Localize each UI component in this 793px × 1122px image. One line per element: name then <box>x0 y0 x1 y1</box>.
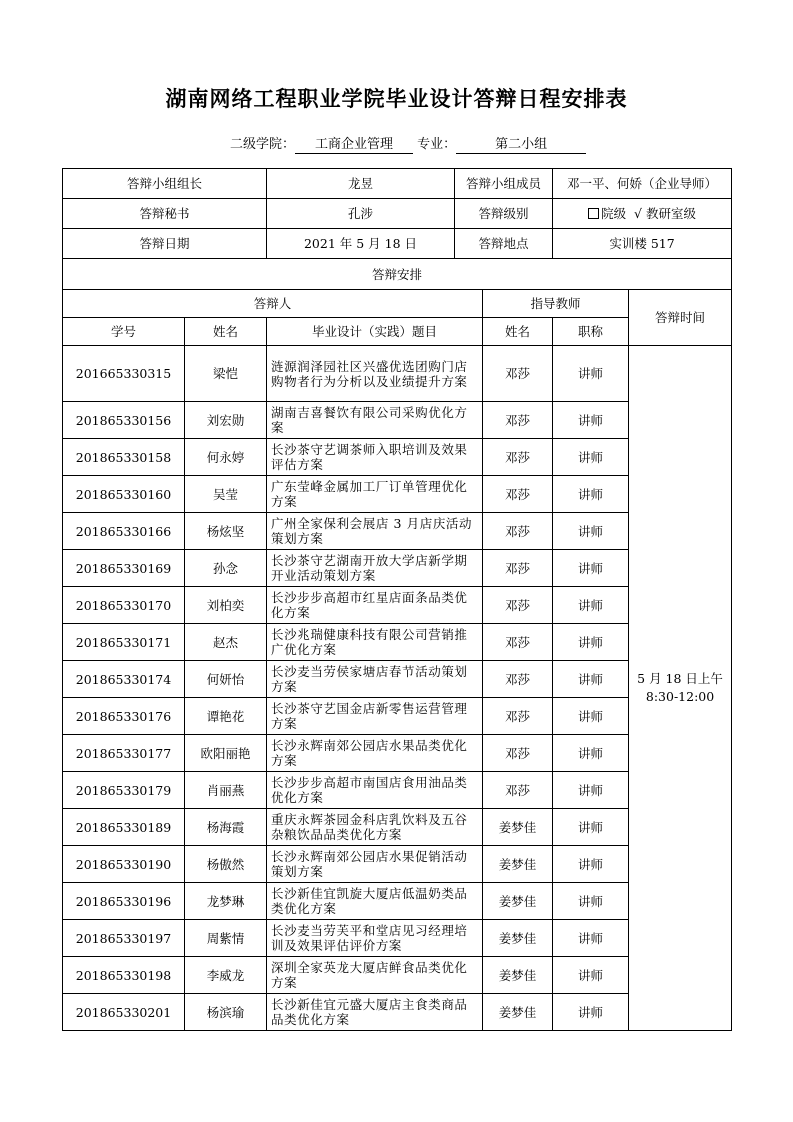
schedule-label: 答辩安排 <box>63 259 732 290</box>
advisor-title: 讲师 <box>553 439 629 476</box>
student-name: 李威龙 <box>185 957 267 994</box>
advisor-name: 姜梦佳 <box>483 809 553 846</box>
advisor-title: 讲师 <box>553 550 629 587</box>
table-row <box>63 346 732 402</box>
advisor-name: 邓莎 <box>483 513 553 550</box>
topic: 长沙新佳宜凯旋大厦店低温奶类品类优化方案 <box>267 883 483 920</box>
topic: 长沙永辉南郊公园店水果品类优化方案 <box>267 735 483 772</box>
student-id: 201865330190 <box>63 846 185 883</box>
student-name: 赵杰 <box>185 624 267 661</box>
topic: 长沙麦当劳芙平和堂店见习经理培训及效果评估评价方案 <box>267 920 483 957</box>
student-name: 梁恺 <box>185 346 267 402</box>
id-header: 学号 <box>63 318 185 346</box>
advisor-name: 邓莎 <box>483 624 553 661</box>
advisor-name: 邓莎 <box>483 587 553 624</box>
student-id: 201865330198 <box>63 957 185 994</box>
student-name: 谭艳花 <box>185 698 267 735</box>
date-value: 2021 年 5 月 18 日 <box>267 229 455 259</box>
place-value: 实训楼 517 <box>553 229 732 259</box>
secretary-label: 答辩秘书 <box>63 199 267 229</box>
student-name: 肖丽燕 <box>185 772 267 809</box>
student-name: 杨炫坚 <box>185 513 267 550</box>
student-name: 吴莹 <box>185 476 267 513</box>
student-name: 何妍怡 <box>185 661 267 698</box>
student-name: 杨海霞 <box>185 809 267 846</box>
advisor-name: 邓莎 <box>483 402 553 439</box>
members-value: 邓一平、何娇（企业导师） <box>553 169 732 199</box>
advisor-title: 讲师 <box>553 402 629 439</box>
student-name: 周紫情 <box>185 920 267 957</box>
level-label: 答辩级别 <box>455 199 553 229</box>
student-id: 201865330160 <box>63 476 185 513</box>
advisor-title: 讲师 <box>553 957 629 994</box>
student-name: 刘宏勋 <box>185 402 267 439</box>
topic: 长沙茶守艺调茶师入职培训及效果评估方案 <box>267 439 483 476</box>
defense-time-range: 8:30-12:00 <box>645 689 715 704</box>
student-id: 201865330166 <box>63 513 185 550</box>
advisor-name: 邓莎 <box>483 735 553 772</box>
student-name: 孙念 <box>185 550 267 587</box>
advisor-name: 邓莎 <box>483 346 553 402</box>
student-id: 201865330189 <box>63 809 185 846</box>
advisor-name: 邓莎 <box>483 439 553 476</box>
student-id: 201865330170 <box>63 587 185 624</box>
student-id: 201865330176 <box>63 698 185 735</box>
advisor-name: 姜梦佳 <box>483 920 553 957</box>
student-name: 杨傲然 <box>185 846 267 883</box>
topic: 重庆永辉茶园金科店乳饮料及五谷杂粮饮品品类优化方案 <box>267 809 483 846</box>
topic: 长沙步步高超市南国店食用油品类优化方案 <box>267 772 483 809</box>
topic: 涟源润泽园社区兴盛优选团购门店购物者行为分析以及业绩提升方案 <box>267 346 483 402</box>
defense-time <box>629 346 732 1031</box>
topic: 长沙兆瑞健康科技有限公司营销推广优化方案 <box>267 624 483 661</box>
advisor-title: 讲师 <box>553 846 629 883</box>
advisor-name: 姜梦佳 <box>483 994 553 1031</box>
advisor-name: 邓莎 <box>483 476 553 513</box>
place-label: 答辩地点 <box>455 229 553 259</box>
advisor-title-header: 职称 <box>553 318 629 346</box>
advisor-title: 讲师 <box>553 994 629 1031</box>
student-name: 龙梦琳 <box>185 883 267 920</box>
advisor-title: 讲师 <box>553 661 629 698</box>
student-group-header: 答辩人 <box>63 290 483 318</box>
major-label: 专业： <box>417 137 457 152</box>
secretary-value: 孔涉 <box>267 199 455 229</box>
advisor-title: 讲师 <box>553 476 629 513</box>
advisor-name: 姜梦佳 <box>483 846 553 883</box>
advisor-name: 邓莎 <box>483 661 553 698</box>
checkbox-icon <box>588 208 599 219</box>
advisor-title: 讲师 <box>553 513 629 550</box>
student-id: 201865330201 <box>63 994 185 1031</box>
student-name: 欧阳丽艳 <box>185 735 267 772</box>
student-id: 201865330156 <box>63 402 185 439</box>
level-options <box>553 199 732 229</box>
topic: 广州全家保利会展店 3 月店庆活动策划方案 <box>267 513 483 550</box>
group-value: 第二小组 <box>456 137 586 154</box>
members-label: 答辩小组成员 <box>455 169 553 199</box>
student-id: 201865330169 <box>63 550 185 587</box>
advisor-title: 讲师 <box>553 698 629 735</box>
time-header: 答辩时间 <box>629 290 732 346</box>
student-id: 201865330179 <box>63 772 185 809</box>
topic: 长沙步步高超市红星店面条品类优化方案 <box>267 587 483 624</box>
topic: 长沙麦当劳侯家塘店春节活动策划方案 <box>267 661 483 698</box>
level-option-college: 院级 <box>601 206 627 221</box>
student-name: 杨滨瑜 <box>185 994 267 1031</box>
college-value: 工商企业管理 <box>295 137 413 154</box>
advisor-name: 邓莎 <box>483 550 553 587</box>
topic: 长沙永辉南郊公园店水果促销活动策划方案 <box>267 846 483 883</box>
student-id: 201865330174 <box>63 661 185 698</box>
advisor-title: 讲师 <box>553 346 629 402</box>
college-label: 二级学院： <box>230 137 296 152</box>
advisor-title: 讲师 <box>553 883 629 920</box>
college-major-line <box>230 133 586 154</box>
topic-header: 毕业设计（实践）题目 <box>267 318 483 346</box>
date-label: 答辩日期 <box>63 229 267 259</box>
topic: 长沙新佳宜元盛大厦店主食类商品品类优化方案 <box>267 994 483 1031</box>
topic: 广东莹峰金属加工厂订单管理优化方案 <box>267 476 483 513</box>
advisor-group-header: 指导教师 <box>483 290 629 318</box>
advisor-title: 讲师 <box>553 587 629 624</box>
advisor-name: 姜梦佳 <box>483 883 553 920</box>
student-id: 201865330197 <box>63 920 185 957</box>
student-name: 何永婷 <box>185 439 267 476</box>
topic: 深圳全家英龙大厦店鲜食品类优化方案 <box>267 957 483 994</box>
student-id: 201865330171 <box>63 624 185 661</box>
advisor-name-header: 姓名 <box>483 318 553 346</box>
topic: 湖南吉喜餐饮有限公司采购优化方案 <box>267 402 483 439</box>
advisor-name: 邓莎 <box>483 698 553 735</box>
leader-label: 答辩小组组长 <box>63 169 267 199</box>
advisor-name: 邓莎 <box>483 772 553 809</box>
page-title: 湖南网络工程职业学院毕业设计答辩日程安排表 <box>165 87 628 111</box>
advisor-title: 讲师 <box>553 624 629 661</box>
name-header: 姓名 <box>185 318 267 346</box>
leader-value: 龙昱 <box>267 169 455 199</box>
level-option-department: √ 教研室级 <box>634 206 696 221</box>
advisor-title: 讲师 <box>553 920 629 957</box>
student-id: 201865330196 <box>63 883 185 920</box>
advisor-title: 讲师 <box>553 735 629 772</box>
student-id: 201665330315 <box>63 346 185 402</box>
advisor-name: 姜梦佳 <box>483 957 553 994</box>
topic: 长沙茶守艺国金店新零售运营管理方案 <box>267 698 483 735</box>
defense-time-date: 5 月 18 日上午 <box>637 671 723 686</box>
student-name: 刘柏奕 <box>185 587 267 624</box>
schedule-table <box>62 168 732 1031</box>
topic: 长沙茶守艺湖南开放大学店新学期开业活动策划方案 <box>267 550 483 587</box>
advisor-title: 讲师 <box>553 809 629 846</box>
student-id: 201865330158 <box>63 439 185 476</box>
advisor-title: 讲师 <box>553 772 629 809</box>
student-id: 201865330177 <box>63 735 185 772</box>
